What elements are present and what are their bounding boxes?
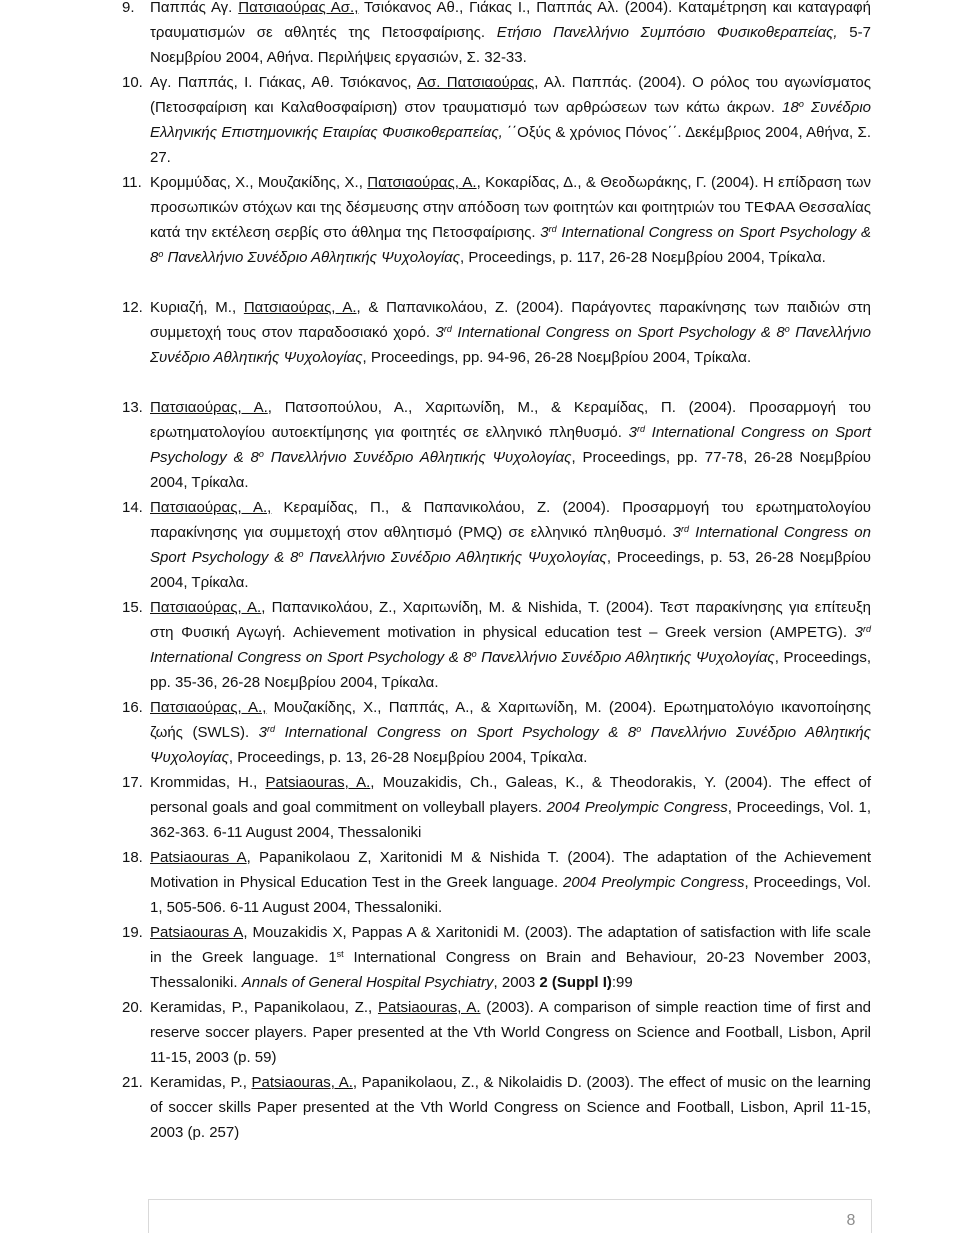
reference-segment: , Proceedings, pp. 94-96, 26-28 Νοεμβρίου 2004, Τρίκαλα. [362,349,752,366]
reference-segment: o [784,324,790,334]
reference-segment: , Papanikolaou Z, Xaritonidi M & Nishida T. (2004). The adaptation of the Achievement Motivation in Physical Education Test in the Greek language. [150,849,872,891]
reference-segment: , Proceedings, pp. 35-36, 26-28 Νοεμβρίου 2004, Τρίκαλα. [150,649,871,691]
reference-segment: Πατσιαούρας, Α. [367,174,477,191]
reference-segment: International Congress on Sport Psychology & 8 [150,424,871,466]
reference-segment: Πατσιαούρας Ασ., [238,0,359,16]
reference-segment: Patsiaouras A [150,849,247,866]
reference-segment: Patsiaouras, A. [251,1074,353,1091]
reference-segment: Patsiaouras A, [150,924,248,941]
reference-number: 20. [122,999,143,1016]
reference-segment: o [471,649,477,659]
reference-number: 18. [122,849,143,866]
reference-segment: , Αλ. Παππάς. (2004). Ο ρόλος του αγωνίσματος (Πετοσφαίριση και Καλαθοσφαίριση) στον τραυματισμό των αρθρώσεων των κάτω άκρων. [150,74,871,116]
reference-segment: o [158,249,164,259]
reference-segment: Πατσιαούρας, Α., [150,499,272,516]
reference-text [150,770,871,845]
reference-segment: o [298,549,304,559]
reference-segment: , Proceedings, Vol. 1, 505-506. 6-11 August 2004, Thessaloniki. [150,874,872,916]
reference-segment: 3 [854,624,863,641]
reference-segment: International Congress on Sport Psychology & 8 [150,649,472,666]
reference-segment: Mouzakidis X, Pappas A & Xaritonidi M. (2003). The adaptation of satisfaction with life scale in the Greek language. 1 [150,924,871,966]
reference-segment: Ετήσιο Πανελλήνιο Συμπόσιο Φυσικοθεραπείας, [496,24,838,41]
reference-segment: Keramidas, P., [150,1074,252,1091]
reference-segment: Annals of General Hospital Psychiatry [241,974,494,991]
reference-number: 12. [122,299,143,316]
reference-segment: ΄΄Οξύς & χρόνιος Πόνος΄΄. Δεκέμβριος 2004, Αθήνα, Σ. 27. [150,124,871,166]
reference-segment: Πατσιαούρας, Α. [243,299,357,316]
reference-segment: , Proceedings, p. 13, 26-28 Νοεμβρίου 2004, Τρίκαλα. [228,749,588,766]
reference-segment: International Congress on Sport Psychology & 8 [150,524,871,566]
reference-text [150,495,871,595]
reference-segment: Πανελλήνιο Συνέδριο Αθλητικής Ψυχολογίας [150,324,871,366]
reference-segment: Πανελλήνιο Συνέδριο Αθλητικής Ψυχολογίας [303,549,607,566]
reference-segment: Παππάς Αγ. [150,0,239,16]
reference-segment: , Proceedings, p. 117, 26-28 Νοεμβρίου 2004, Τρίκαλα. [460,249,826,266]
reference-segment: , Papanikolaou, Z., & Nikolaidis D. (2003). The effect of music on the learning of soccer skills Paper presented at the Vth World Congress on Science and Football, Lisbon, April 11-15, 2003 (p. 257) [150,1074,871,1141]
reference-segment: International Congress on Sport Psychology & 8 [150,224,871,266]
reference-number: 13. [122,399,143,416]
page-footer [148,1199,872,1233]
reference-segment: (2003). A comparison of simple reaction time of first and reserve soccer players. Paper presented at the Vth World Congress on Science and Football, Lisbon, April 11-15, 2003 (p. 59) [150,999,871,1066]
reference-number: 11. [122,174,142,191]
reference-segment: , Πατσοπούλου, Α., Χαριτωνίδη, Μ., & Κεραμίδας, Π. (2004). Προσαρμογή του ερωτηματολογίου αυτοεκτίμησης για φοιτητές σε ελληνικό πληθυσμό. [150,399,871,441]
reference-text [150,70,871,170]
reference-segment: , Proceedings, p. 53, 26-28 Νοεμβρίου 2004, Τρίκαλα. [150,549,872,591]
reference-segment: rd [443,324,452,334]
reference-segment: Πατσιαούρας, Α., [150,699,267,716]
reference-segment: International Congress on Brain and Behaviour, 20-23 November 2003, Thessaloniki. [150,949,871,991]
reference-number: 14. [122,499,143,516]
reference-segment: Μουζακίδης, Χ., Παππάς, Α., & Χαριτωνίδη, Μ. (2004). Ερωτηματολόγιο ικανοποίησης ζωής (SWLS). [150,699,871,741]
reference-segment: 2004 Preolympic Congress [563,874,745,891]
reference-number: 16. [122,699,143,716]
reference-segment: :99 [611,974,633,991]
reference-segment: Patsiaouras, A. [377,999,481,1016]
reference-text [150,170,871,270]
reference-segment: 3 [540,224,549,241]
reference-segment: International Congress on Sport Psychology & 8 [275,724,637,741]
reference-text [150,1070,871,1145]
reference-segment: , & Παπανικολάου, Ζ. (2004). Παράγοντες παρακίνησης των παιδιών στη συμμετοχή τους στον παραδοσιακό χορό. [150,299,872,341]
reference-segment: 5-7 Νοεμβρίου 2004, Αθήνα. Περιλήψεις εργασιών, Σ. 32-33. [150,24,871,66]
reference-segment: , Παπανικολάου, Ζ., Χαριτωνίδη, Μ. & Nishida, T. (2004). Τεστ παρακίνησης για επίτευξη στη Φυσική Αγωγή. Achievement motivation in physical education test – Greek version (AMPETG). [150,599,871,641]
reference-segment: 18 [782,99,799,116]
reference-segment: rd [548,224,557,234]
reference-segment: 3 [258,724,268,741]
reference-segment: rd [680,524,689,534]
reference-segment: 3 [435,324,444,341]
reference-number: 17. [122,774,143,791]
reference-segment: Κεραμίδας, Π., & Παπανικολάου, Ζ. (2004). Προσαρμογή του ερωτηματολογίου παρακίνησης για συμμετοχή στον αθλητισμό (PMQ) σε ελληνικό πληθυσμό. [150,499,871,541]
reference-number: 15. [122,599,143,616]
reference-segment: Patsiaouras, A. [265,774,371,791]
reference-segment: o [258,449,264,459]
reference-text [150,295,871,370]
reference-segment: Πανελλήνιο Συνέδριο Αθλητικής Ψυχολογίας [150,724,871,766]
reference-segment: 3 [628,424,637,441]
reference-segment: Συνέδριο Ελληνικής Επιστημονικής Εταιρίας Φυσικοθεραπείας, [150,99,871,141]
reference-segment: Ασ. Πατσιαούρας [417,74,535,91]
reference-segment: 3 [672,524,681,541]
reference-segment: rd [862,624,871,634]
reference-segment: , Proceedings, Vol. 1, 362-363. 6-11 August 2004, Thessaloniki [150,799,871,841]
reference-segment: Κυριαζή, Μ., [150,299,244,316]
page-number: 8 [846,1212,856,1229]
reference-segment: Keramidas, P., Papanikolaou, Z., [150,999,378,1016]
reference-segment: o [636,724,642,734]
reference-segment: Κρομμύδας, Χ., Μουζακίδης, Χ., [150,174,368,191]
reference-segment: rd [267,724,276,734]
reference-segment: rd [636,424,645,434]
reference-segment: Τσιόκανος Αθ., Γιάκας Ι., Παππάς Αλ. (2004). Καταμέτρηση και καταγραφή τραυματισμών σε αθλητές της Πετοσφαίρισης. [150,0,871,41]
reference-text [150,395,871,495]
reference-segment: st [336,949,344,959]
reference-number: 19. [122,924,143,941]
reference-segment: , Mouzakidis, Ch., Galeas, K., & Theodorakis, Y. (2004). The effect of personal goals and goal commitment on volleyball players. [150,774,871,816]
reference-segment: , Proceedings, pp. 77-78, 26-28 Νοεμβρίου 2004, Τρίκαλα. [150,449,871,491]
reference-number: 21. [122,1074,143,1091]
reference-segment: Πανελλήνιο Συνέδριο Αθλητικής Ψυχολογίας [476,649,775,666]
reference-text [150,845,871,920]
reference-text [150,695,871,770]
reference-segment: ο [798,99,804,109]
reference-text [150,995,871,1070]
reference-number: 9. [122,0,135,16]
reference-text [150,0,871,70]
reference-segment: 2 (Suppl I) [539,974,612,991]
reference-segment: , Κοκαρίδας, Δ., & Θεοδωράκης, Γ. (2004). Η επίδραση των προσωπικών στόχων και της δέσμευσης στην απόδοση των φοιτητών και φοιτητριών του ΤΕΦΑΑ Θεσσαλίας κατά την εκτέλεση σερβίς στο άθλημα της Πετοσφαίρισης. [150,174,871,241]
reference-segment: Πανελλήνιο Συνέδριο Αθλητικής Ψυχολογίας [263,449,572,466]
reference-text [150,595,871,695]
reference-text [150,920,871,995]
reference-segment: Πατσιαούρας, Α. [150,599,262,616]
reference-number: 10. [122,74,143,91]
reference-segment: 2004 Preolympic Congress [546,799,728,816]
reference-segment: International Congress on Sport Psychology & 8 [451,324,785,341]
reference-segment: Πανελλήνιο Συνέδριο Αθλητικής Ψυχολογίας [163,249,461,266]
reference-segment: , 2003 [493,974,540,991]
reference-segment: Πατσιαούρας, Α. [150,399,268,416]
reference-segment: Αγ. Παππάς, Ι. Γιάκας, Αθ. Τσιόκανος, [150,74,417,91]
reference-segment: Krommidas, H., [150,774,266,791]
